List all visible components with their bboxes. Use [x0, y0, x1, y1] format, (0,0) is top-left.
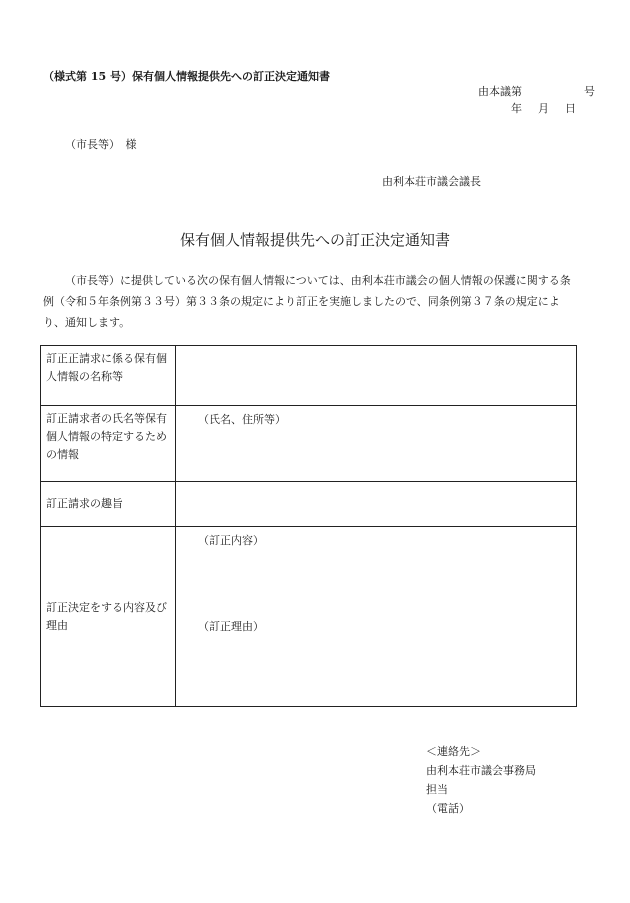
row-value — [176, 482, 577, 527]
date-month: 月 — [538, 102, 549, 115]
form-number-label: （様式第 15 号）保有個人情報提供先への訂正決定通知書 — [43, 70, 330, 83]
row-label: 訂正決定をする内容及び理由 — [41, 527, 176, 707]
table-row — [41, 406, 577, 482]
date-day: 日 — [565, 102, 576, 115]
table-row — [41, 346, 577, 406]
contact-block — [426, 742, 536, 818]
document-number-suffix: 号 — [584, 85, 595, 98]
contact-heading: ＜連絡先＞ — [426, 745, 481, 758]
contact-office: 由利本荘市議会事務局 — [426, 764, 536, 777]
notice-body-text: （市長等）に提供している次の保有個人情報については、由利本荘市議会の個人情報の保護に関する条例（令和５年条例第３３号）第３３条の規定により訂正を実施しましたので、同条例第３７条の規定により、通知します。 — [43, 274, 571, 329]
date-year: 年 — [511, 102, 522, 115]
document-title: 保有個人情報提供先への訂正決定通知書 — [179, 231, 450, 249]
row-value — [176, 346, 577, 406]
date-line — [511, 103, 576, 114]
contact-person: 担当 — [426, 783, 448, 796]
document-number — [478, 86, 595, 97]
row-value — [176, 527, 577, 707]
addressee: （市長等） 様 — [65, 138, 137, 151]
row-value: （氏名、住所等） — [176, 406, 577, 482]
row-label: 訂正正請求に係る保有個人情報の名称等 — [41, 346, 176, 406]
notice-info-table — [40, 345, 577, 707]
sender-name: 由利本荘市議会議長 — [382, 175, 481, 188]
correction-content-label: （訂正内容） — [198, 534, 264, 547]
row-label: 訂正請求者の氏名等保有個人情報の特定するための情報 — [41, 406, 176, 482]
row-label: 訂正請求の趣旨 — [41, 482, 176, 527]
document-number-prefix: 由本議第 — [478, 85, 522, 98]
correction-reason-label: （訂正理由） — [198, 620, 264, 633]
contact-phone: （電話） — [426, 802, 470, 815]
table-row — [41, 482, 577, 527]
table-row — [41, 527, 577, 707]
